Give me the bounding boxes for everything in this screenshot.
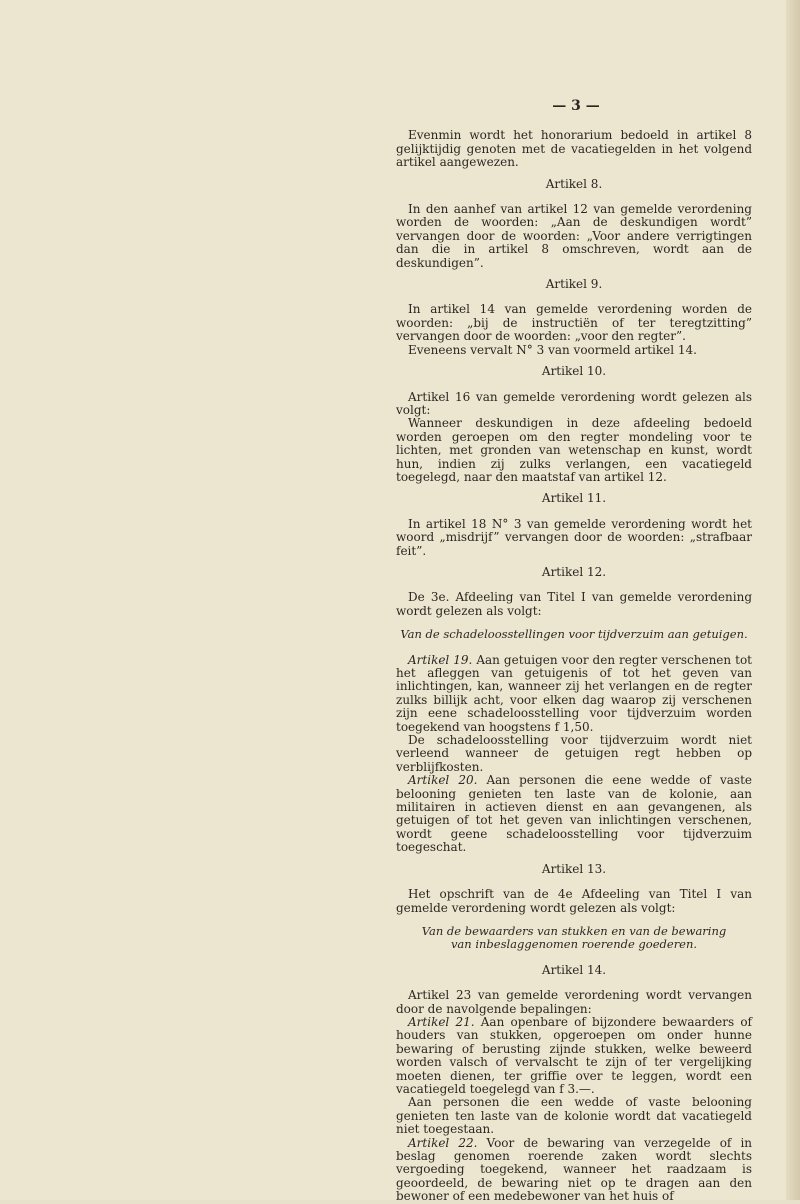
subtitle-line: van inbeslaggenomen roerende goederen. — [450, 937, 698, 952]
paragraph-text: De schadeloosstelling voor tijdverzuim wordt niet verleend wanneer de getuigen regt hebben op verblijfkosten. — [396, 733, 752, 774]
paragraph-text: Artikel 23 van gemelde verordening wordt vervangen door de navolgende bepalingen: — [396, 988, 752, 1016]
paragraph-text: Aan personen die eene wedde of vaste belooning genieten ten laste van de kolonie, aan militairen in actieven dienst en aan gevangenen, als getuigen of tot het geven van inlichtingen verschenen, wordt geene schadeloosstelling voor tijdverzuim toegeschat. — [396, 773, 752, 855]
section-subtitle — [396, 628, 752, 641]
paragraph — [396, 344, 752, 357]
paragraph-text: Artikel 16 van gemelde verordening wordt gelezen als volgt: — [396, 389, 752, 417]
paragraph — [396, 989, 752, 1016]
article-heading: Artikel 13. — [541, 861, 607, 876]
paragraph — [396, 417, 752, 484]
paragraph-text: In den aanhef van artikel 12 van gemelde verordening worden de woorden: „Aan de deskundigen wordt” vervangen door de woorden: „Voor andere verrigtingen dan die in artikel 8 omschreven, wordt aan de deskundigen”. — [396, 202, 752, 270]
paragraph — [396, 654, 752, 734]
article-lead: Artikel 21. — [408, 1014, 475, 1029]
page-edge — [786, 0, 800, 1200]
paragraph-text: De 3e. Afdeeling van Titel I van gemelde verordening wordt gelezen als volgt: — [396, 590, 752, 618]
paragraph-text: Eveneens vervalt N° 3 van voormeld artikel 14. — [408, 342, 697, 357]
page-number: — 3 — — [552, 98, 600, 114]
paragraph-text: Evenmin wordt het honorarium bedoeld in artikel 8 gelijktijdig genoten met de vacatiegelden in het volgend artikel aangewezen. — [396, 128, 752, 170]
article-heading: Artikel 8. — [545, 176, 603, 191]
paragraph — [396, 591, 752, 618]
paragraph — [396, 303, 752, 343]
paragraph — [396, 888, 752, 915]
paragraph — [396, 203, 752, 270]
paragraph-text: Aan openbare of bijzondere bewaarders of houders van stukken, opgeroepen om onder hunne bewaring of berusting zijnde stukken, welke beweerd worden valsch of vervalscht te zijn of ter vergelijking moeten dienen, ter griffie over te leggen, wordt een vacatiegeld toegelegd van f 3.—. — [396, 1014, 752, 1096]
paragraph-text: In artikel 14 van gemelde verordening worden de woorden: „bij de instructiën of ter teregtzitting” vervangen door de woorden: „voor den regter”. — [396, 302, 752, 344]
paragraph-text: Aan personen die een wedde of vaste belooning genieten ten laste van de kolonie wordt dat vacatiegeld niet toegestaan. — [396, 1095, 752, 1137]
article-lead: Artikel 20. — [408, 773, 478, 788]
paragraph-text: Wanneer deskundigen in deze afdeeling bedoeld worden geroepen om den regter mondeling voor te lichten, met gronden van wetenschap en kunst, wordt hun, indien zij zulks verlangen, een vacatiegeld toegelegd, naar den maatstaf van artikel 12. — [396, 416, 752, 484]
paragraph-text: Voor de bewaring van verzegelde of in beslag genomen roerende zaken wordt slechts vergoeding toegekend, wanneer het raadzaam is geoordeeld, de bewaring niet op te dragen aan den bewoner of een medebewoner van het huis of — [396, 1135, 753, 1204]
paragraph-text: Het opschrift van de 4e Afdeeling van Titel I van gemelde verordening wordt gelezen als volgt: — [396, 887, 752, 915]
paragraph — [396, 774, 752, 854]
article-heading: Artikel 11. — [541, 491, 607, 506]
article-lead: Artikel 19. — [408, 652, 473, 667]
section-subtitle — [396, 925, 752, 952]
paragraph — [396, 129, 752, 169]
paragraph-text: In artikel 18 N° 3 van gemelde verordening wordt het woord „misdrijf” vervangen door de woorden: „strafbaar feit”. — [396, 516, 752, 558]
article-lead: Artikel 22. — [408, 1135, 478, 1150]
document-body — [396, 129, 752, 1203]
paragraph — [396, 518, 752, 558]
paragraph — [396, 1016, 752, 1096]
article-heading: Artikel 12. — [541, 564, 607, 579]
subtitle-line: Van de schadeloosstellingen voor tijdverzuim aan getuigen. — [400, 627, 748, 642]
paragraph — [396, 391, 752, 418]
article-heading: Artikel 9. — [545, 277, 603, 292]
paragraph — [396, 734, 752, 774]
subtitle-line: Van de bewaarders van stukken en van de bewaring — [421, 923, 727, 938]
text-column — [396, 100, 752, 1204]
article-heading: Artikel 14. — [541, 962, 607, 977]
paragraph — [396, 1096, 752, 1136]
paragraph — [396, 1137, 752, 1204]
article-heading: Artikel 10. — [541, 364, 607, 379]
paragraph-text: Aan getuigen voor den regter verschenen tot het afleggen van getuigenis of tot het geven van inlichtingen, kan, wanneer zij het verlangen en de regter zulks billijk acht, voor elken dag waarop zij verschenen zijn eene schadeloosstelling voor tijdverzuim worden toegekend van hoogstens f 1,50. — [396, 652, 752, 734]
